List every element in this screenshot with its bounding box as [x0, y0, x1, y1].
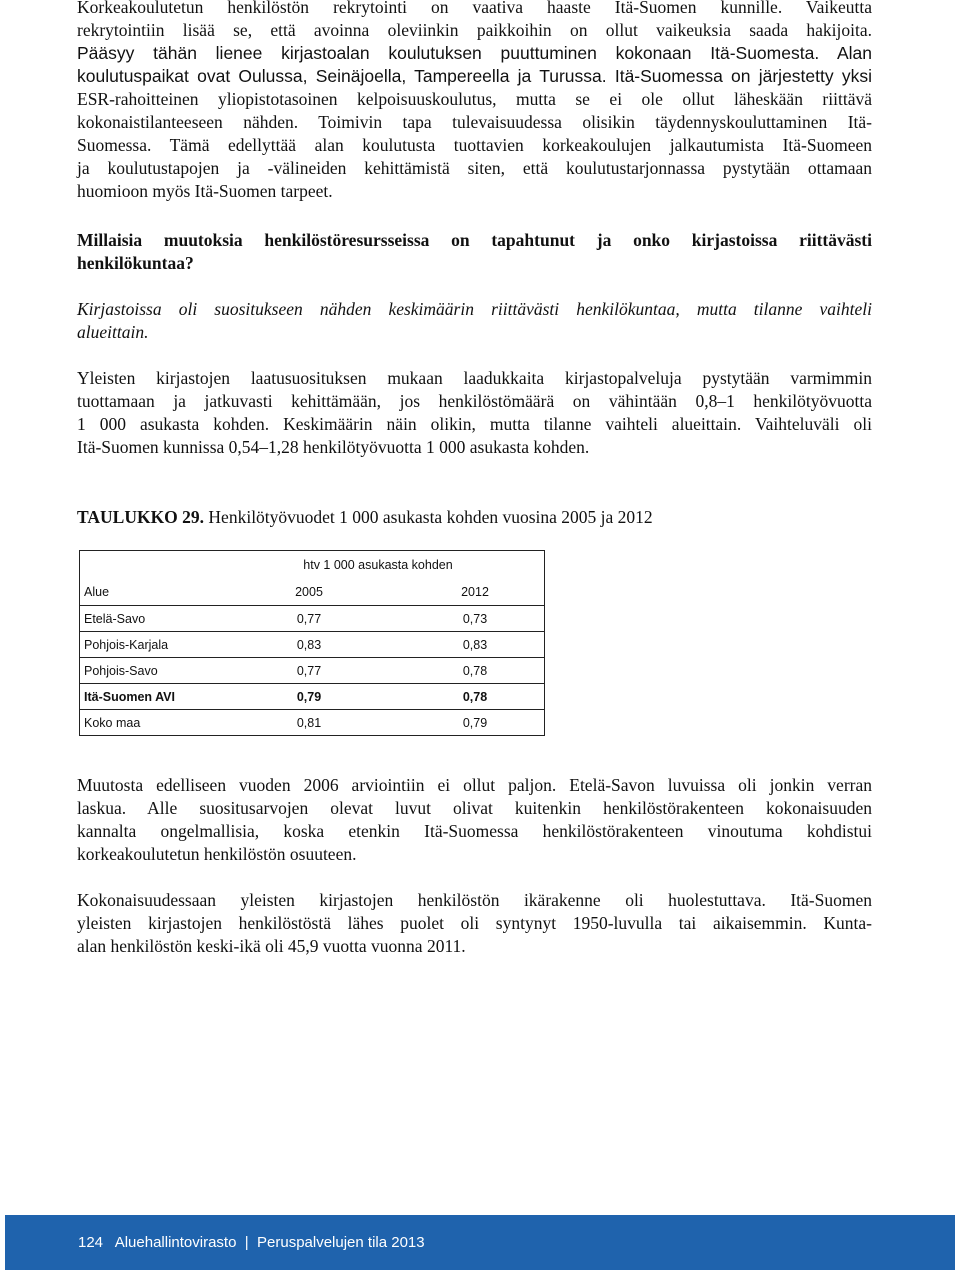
text-line: Yleisten kirjastojen laatusuosituksen mukaan laadukkaita kirjastopalveluja pystytään varmimmin: [77, 368, 872, 388]
region-cell: Pohjois-Karjala: [80, 632, 213, 658]
table-caption-text: Henkilötyövuodet 1 000 asukasta kohden vuosina 2005 ja 2012: [208, 507, 653, 527]
text-line: ESR-rahoitteinen yliopistotasoinen kelpoisuuskoulutus, mutta se ei ole ollut läheskään riittävä: [77, 89, 872, 109]
col-header-2005: 2005: [295, 584, 323, 599]
table-empty-cell: [80, 551, 213, 579]
footer-text: 124 Aluehallintovirasto | Peruspalvelujen tila 2013: [78, 1234, 425, 1251]
col-header-region: Alue: [84, 584, 110, 599]
table-row: [80, 606, 545, 632]
table-caption-label: TAULUKKO 29.: [77, 507, 205, 527]
text-line: huomioon myös Itä-Suomen tarpeet.: [77, 181, 333, 201]
text-line: rekrytointiin lisää se, että avoinna oleviinkin paikkoihin on ollut vaikeuksia saada hakijoita.: [77, 20, 872, 40]
text-line: laskua. Alle suositusarvojen olevat luvut olivat kuitenkin henkilöstörakenteen kokonaisuuden: [77, 798, 872, 818]
text-line: tuottamaan ja jatkuvasti kehittämään, jos henkilöstömäärä on vähintään 0,8–1 henkilötyövuotta: [77, 391, 872, 411]
region-cell: Etelä-Savo: [80, 606, 213, 632]
text-line: henkilökuntaa?: [77, 253, 194, 273]
region-cell: Koko maa: [80, 710, 213, 736]
text-line: Kokonaisuudessaan yleisten kirjastojen henkilöstön ikärakenne oli huolestuttava. Itä-Suomen: [77, 890, 872, 910]
text-line: korkeakoulutetun henkilöstön osuuteen.: [77, 844, 357, 864]
text-line: Itä-Suomen kunnissa 0,54–1,28 henkilötyövuotta 1 000 asukasta kohden.: [77, 437, 590, 457]
table-row: [80, 632, 545, 658]
value-2005-cell: 0,77: [212, 658, 406, 684]
col-header-2012: 2012: [461, 584, 489, 599]
text-line: koulutuspaikat ovat Oulussa, Seinäjoella, Tampereella ja Turussa. Itä-Suomessa on järjestetty yksi: [77, 66, 872, 86]
value-2005-cell: 0,79: [212, 684, 406, 710]
text-line: alueittain.: [77, 322, 149, 342]
text-line: Millaisia muutoksia henkilöstöresursseissa on tapahtunut ja onko kirjastoissa riittävästi: [77, 230, 872, 250]
table-row: [80, 658, 545, 684]
value-2005-cell: 0,81: [212, 710, 406, 736]
staff-table: [79, 550, 545, 736]
region-cell: Pohjois-Savo: [80, 658, 213, 684]
recommendation-paragraph: [77, 367, 872, 459]
text-line: Pääsyy tähän lienee kirjastoalan koulutuksen puuttuminen kokonaan Itä-Suomesta. Alan: [77, 43, 872, 63]
region-cell: Itä-Suomen AVI: [80, 684, 213, 710]
text-line: Suomessa. Tämä edellyttää alan koulutusta tuottavien korkeakoulujen jalkautumista Itä-Suomeen: [77, 135, 872, 155]
group-header: htv 1 000 asukasta kohden: [303, 557, 453, 572]
value-2012-cell: 0,79: [406, 710, 545, 736]
value-2012-cell: 0,78: [406, 684, 545, 710]
question-heading: [77, 229, 872, 275]
age-paragraph: [77, 889, 872, 958]
answer-summary: [77, 298, 872, 344]
page-footer: [5, 1215, 955, 1270]
text-line: yleisten kirjastojen henkilöstöstä lähes puolet oli syntynyt 1950-luvulla tai aikaisemmin. Kunta-: [77, 913, 872, 933]
text-line: alan henkilöstön keski-ikä oli 45,9 vuotta vuonna 2011.: [77, 936, 466, 956]
value-2005-cell: 0,77: [212, 606, 406, 632]
text-line: Kirjastoissa oli suositukseen nähden keskimäärin riittävästi henkilökuntaa, mutta tilanne vaihteli: [77, 299, 872, 319]
value-2012-cell: 0,78: [406, 658, 545, 684]
value-2012-cell: 0,73: [406, 606, 545, 632]
text-line: Korkeakoulutetun henkilöstön rekrytointi on vaativa haaste Itä-Suomen kunnille. Vaikeutta: [77, 0, 872, 17]
value-2012-cell: 0,83: [406, 632, 545, 658]
text-line: kannalta ongelmallisia, koska etenkin Itä-Suomessa henkilöstörakenteen vinoutuma kohdistui: [77, 821, 872, 841]
text-line: 1 000 asukasta kohden. Keskimäärin näin olikin, mutta tilanne vaihteli alueittain. Vaihteluväli oli: [77, 414, 872, 434]
change-paragraph: [77, 774, 872, 866]
text-line: Muutosta edelliseen vuoden 2006 arviointiin ei ollut paljon. Etelä-Savon luvuissa oli jonkin verran: [77, 775, 872, 795]
text-line: kokonaistilanteeseen nähden. Toimivin tapa tulevaisuudessa olisikin täydennyskouluttaminen Itä-: [77, 112, 872, 132]
value-2005-cell: 0,83: [212, 632, 406, 658]
table-row: [80, 710, 545, 736]
table-row: [80, 684, 545, 710]
intro-paragraph: [77, 0, 872, 203]
text-line: ja koulutustapojen ja -välineiden kehittämistä siten, että koulutustarjonnassa pystytään ottamaan: [77, 158, 872, 178]
table-caption: [77, 506, 653, 529]
